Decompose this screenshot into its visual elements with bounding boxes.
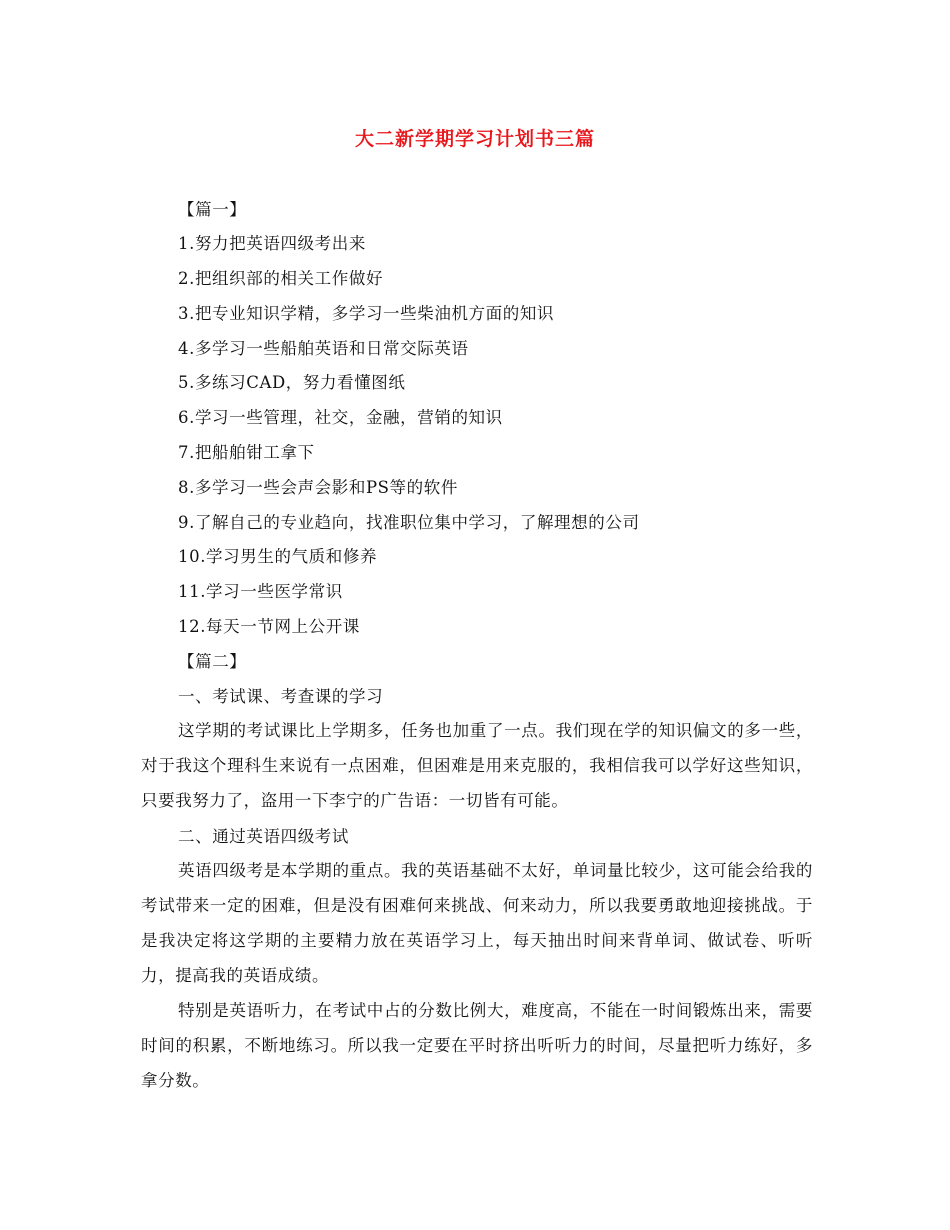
list-item: 7.把船舶钳工拿下	[178, 443, 315, 462]
list-item: 2.把组织部的相关工作做好	[178, 269, 384, 288]
list-item: 1.努力把英语四级考出来	[178, 234, 366, 253]
list-item: 11.学习一些医学常识	[178, 582, 343, 601]
subheading: 一、考试课、考查课的学习	[178, 687, 384, 706]
paragraph: 特别是英语听力，在考试中占的分数比例大，难度高，不能在一时间锻炼出来，需要时间的积累，不断地练习。所以我一定要在平时挤出听听力的时间，尽量把听力练好，多拿分数。	[141, 1001, 813, 1090]
paragraph: 这学期的考试课比上学期多，任务也加重了一点。我们现在学的知识偏文的多一些，对于我这个理科生来说有一点困难，但困难是用来克服的，我相信我可以学好这些知识，只要我努力了，盗用一下李宁的广告语：一切皆有可能。	[141, 721, 813, 810]
page-title: 大二新学期学习计划书三篇	[354, 128, 595, 150]
list-item: 10.学习男生的气质和修养	[178, 547, 378, 566]
section-heading: 【篇一】	[178, 200, 247, 219]
list-item: 5.多练习CAD，努力看懂图纸	[178, 373, 406, 392]
list-item: 4.多学习一些船舶英语和日常交际英语	[178, 339, 469, 358]
list-item: 8.多学习一些会声会影和PS等的软件	[178, 478, 458, 497]
paragraph: 英语四级考是本学期的重点。我的英语基础不太好，单词量比较少，这可能会给我的考试带来一定的困难，但是没有困难何来挑战、何来动力，所以我要勇敢地迎接挑战。于是我决定将这学期的主要精力放在英语学习上，每天抽出时间来背单词、做试卷、听听力，提高我的英语成绩。	[141, 861, 813, 985]
list-item: 3.把专业知识学精，多学习一些柴油机方面的知识	[178, 304, 555, 323]
list-item: 9.了解自己的专业趋向，找准职位集中学习，了解理想的公司	[178, 513, 640, 532]
list-item: 6.学习一些管理，社交，金融，营销的知识	[178, 408, 503, 427]
section-heading: 【篇二】	[178, 652, 247, 671]
list-item: 12.每天一节网上公开课	[178, 617, 360, 636]
subheading: 二、通过英语四级考试	[178, 827, 349, 846]
